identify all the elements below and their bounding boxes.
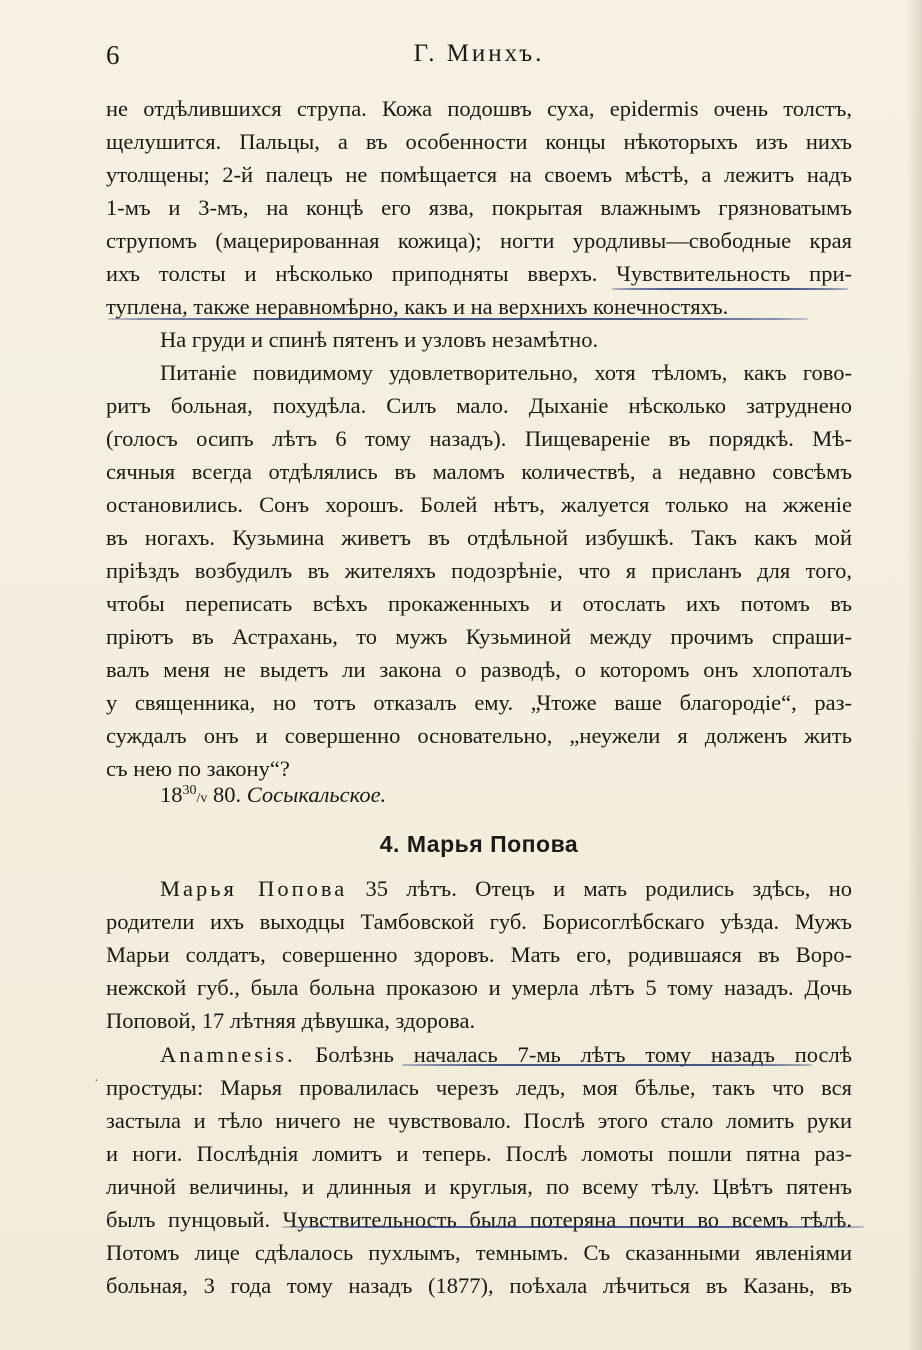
text-line: Марьи солдатъ, совершенно здоровъ. Мать его, родившаяся въ Воро-	[106, 942, 852, 967]
page-header	[106, 40, 852, 74]
text-line: и ноги. Послѣднія ломитъ и теперь. Послѣ ломоты пошли пятна раз-	[106, 1141, 852, 1166]
margin-mark: ·	[94, 1074, 99, 1089]
text-line: ихъ толсты и нѣсколько приподняты вверхъ. Чувствительность при-	[106, 261, 852, 286]
text-line: больная, 3 года тому назадъ (1877), поѣхала лѣчиться въ Казань, въ	[106, 1273, 852, 1298]
text-line: сячныя всегда отдѣлялись въ маломъ количествѣ, а недавно совсѣмъ	[106, 459, 852, 484]
date-day: 18	[160, 782, 183, 807]
date-month: /v	[196, 791, 208, 806]
text-line: 1-мъ и 3-мъ, на концѣ его язва, покрытая влажнымъ грязноватымъ	[106, 195, 852, 220]
pen-underline	[108, 318, 808, 320]
text-line: туплена, также неравномѣрно, какъ и на верхнихъ конечностяхъ.	[106, 294, 729, 319]
section-heading	[106, 820, 852, 868]
date-line	[106, 774, 852, 807]
text-line: остановились. Сонъ хорошъ. Болей нѣтъ, жалуется только на жженіе	[106, 492, 852, 517]
text-line: щелушится. Пальцы, а въ особенности концы нѣкоторыхъ изъ нихъ	[106, 129, 852, 154]
date-day-superscript: 30	[182, 783, 197, 798]
paragraph	[106, 356, 852, 785]
patient-name: Марья Попова	[160, 876, 348, 901]
text-line	[106, 872, 852, 905]
text-line: не отдѣлившихся струпа. Кожа подошвъ суха, epidermis очень толстъ,	[106, 96, 852, 121]
text-line: застыла и тѣло ничего не чувствовало. Послѣ этого стало ломить руки	[106, 1108, 852, 1133]
text-line: личной величины, и длинныя и круглыя, по всему тѣлу. Цвѣтъ пятенъ	[106, 1174, 852, 1199]
text-line: пріѣздъ возбудилъ въ жителяхъ подозрѣніе, что я присланъ для того,	[106, 558, 852, 583]
pen-underline	[402, 1064, 812, 1066]
text-line: ритъ больная, похудѣла. Силъ мало. Дыханіе нѣсколько затруднено	[106, 393, 852, 418]
paragraph	[106, 323, 852, 356]
pen-underline	[282, 1226, 864, 1228]
place-name: Сосыкальское.	[246, 782, 387, 807]
text-line: у священника, но тотъ отказалъ ему. „Чтоже ваше благородіе“, раз-	[106, 690, 852, 715]
text-span: 35 лѣтъ. Отецъ и мать родились здѣсь, но	[347, 876, 852, 901]
pen-underline	[612, 288, 848, 290]
text-line: Питаніе повидимому удовлетворительно, хотя тѣломъ, какъ гово-	[160, 360, 852, 385]
text-line: нежской губ., была больна проказою и умерла лѣтъ 5 тому назадъ. Дочь	[106, 975, 852, 1000]
text-line: пріютъ въ Астрахань, то мужъ Кузьминой между прочимъ спраши-	[106, 624, 852, 649]
section-title: 4. Марья Попова	[379, 831, 579, 857]
date-year: 80.	[213, 782, 242, 807]
text-line: съ нею по закону“?	[106, 756, 290, 781]
text-line: На груди и спинѣ пятенъ и узловъ незамѣтно.	[160, 327, 599, 352]
paragraph	[106, 872, 852, 1037]
text-line: былъ пунцовый. Чувствительность была потеряна почти во всемъ тѣлѣ.	[106, 1207, 852, 1232]
text-line: простуды: Марья провалилась черезъ ледъ, моя бѣлье, такъ что вся	[106, 1075, 852, 1100]
text-line: Поповой, 17 лѣтняя дѣвушка, здорова.	[106, 1008, 476, 1033]
text-span: Болѣзнь началась 7-мь лѣтъ тому назадъ послѣ	[295, 1042, 852, 1067]
text-line: валъ меня не выдетъ ли закона о разводѣ, о которомъ онъ хлопоталъ	[106, 657, 852, 682]
anamnesis-label: Anamnesis.	[160, 1042, 296, 1067]
page-number: 6	[106, 40, 121, 70]
text-line: въ ногахъ. Кузьмина живетъ въ отдѣльной избушкѣ. Такъ какъ мой	[106, 525, 852, 550]
text-line: Потомъ лице сдѣлалось пухлымъ, темнымъ. Съ сказанными явленіями	[106, 1240, 852, 1265]
text-line: чтобы переписать всѣхъ прокаженныхъ и отослать ихъ потомъ въ	[106, 591, 852, 616]
text-line: суждалъ онъ и совершенно основательно, „неужели я долженъ жить	[106, 723, 852, 748]
running-head: Г. Минхъ.	[413, 40, 545, 67]
text-line: утолщены; 2-й палецъ не помѣщается на своемъ мѣстѣ, а лежитъ надъ	[106, 162, 852, 187]
text-line	[106, 1038, 852, 1071]
text-line: родители ихъ выходцы Тамбовской губ. Борисоглѣбскаго уѣзда. Мужъ	[106, 909, 852, 934]
paragraph	[106, 1038, 852, 1302]
text-line: (голосъ осипъ лѣтъ 6 тому назадъ). Пищевареніе въ порядкѣ. Мѣ-	[106, 426, 852, 451]
page-edge-shadow	[906, 0, 922, 1350]
text-line: струпомъ (мацерированная кожица); ногти уродливы—свободные края	[106, 228, 852, 253]
